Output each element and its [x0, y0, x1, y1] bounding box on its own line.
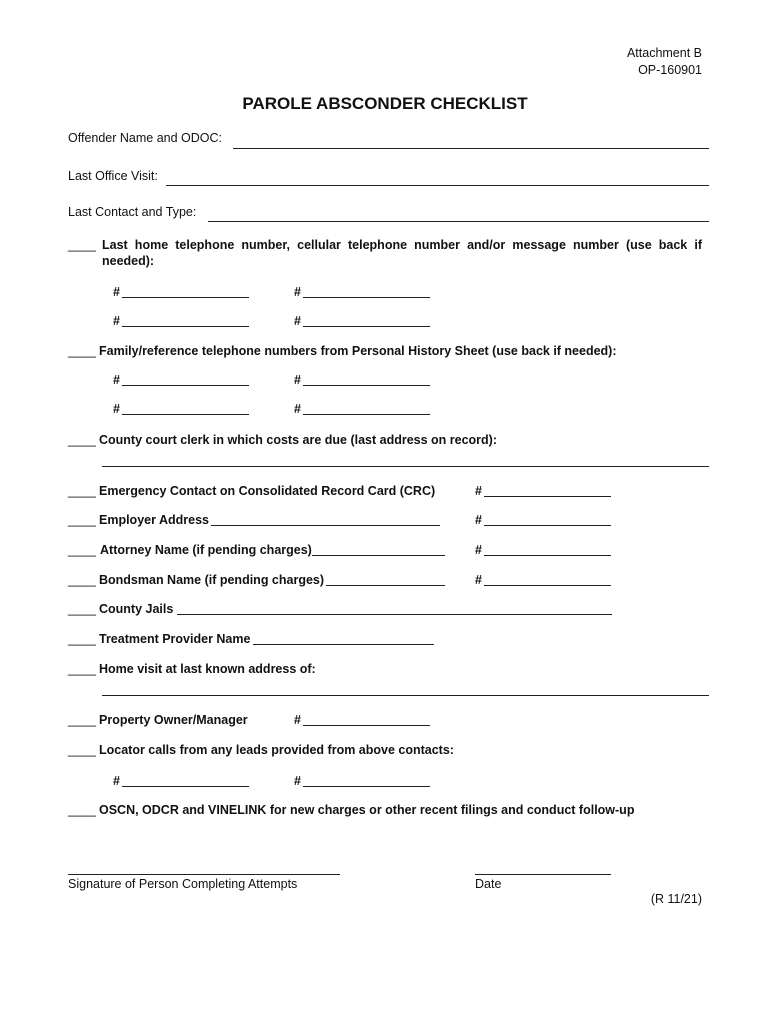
- county-court-check-blank[interactable]: ____: [68, 433, 96, 447]
- locator-number-field-2[interactable]: [303, 786, 430, 787]
- attorney-check-blank[interactable]: ____: [68, 543, 96, 557]
- bondsman-name-label: Bondsman Name (if pending charges): [99, 573, 325, 587]
- locator-check-blank[interactable]: ____: [68, 743, 96, 757]
- phone-number-field-2[interactable]: [303, 297, 430, 298]
- county-jails-label: County Jails: [99, 602, 174, 616]
- treatment-check-blank[interactable]: ____: [68, 632, 96, 646]
- employer-address-label: Employer Address: [99, 513, 209, 527]
- family-number-field-2[interactable]: [303, 385, 430, 386]
- phone-item-line2: needed):: [102, 254, 155, 268]
- bondsman-check-blank[interactable]: ____: [68, 573, 96, 587]
- phone-number-field-1[interactable]: [122, 297, 249, 298]
- last-contact-label: Last Contact and Type:: [68, 205, 197, 219]
- family-hash-4: #: [294, 402, 301, 416]
- form-code: OP-160901: [638, 63, 702, 77]
- family-hash-2: #: [294, 373, 301, 387]
- phone-hash-2: #: [294, 285, 301, 299]
- offender-name-field[interactable]: [233, 148, 709, 149]
- county-court-label: County court clerk in which costs are due (last address on record):: [99, 433, 498, 447]
- phone-hash-4: #: [294, 314, 301, 328]
- attorney-name-label: Attorney Name (if pending charges): [100, 543, 312, 557]
- employer-hash: #: [475, 513, 482, 527]
- date-field[interactable]: [475, 874, 611, 875]
- emergency-number-field[interactable]: [484, 496, 611, 497]
- locator-hash-2: #: [294, 774, 301, 788]
- locator-number-field-1[interactable]: [122, 786, 249, 787]
- family-number-field-3[interactable]: [122, 414, 249, 415]
- home-visit-check-blank[interactable]: ____: [68, 662, 96, 676]
- employer-address-field[interactable]: [211, 525, 440, 526]
- phone-check-blank[interactable]: ____: [68, 238, 96, 252]
- family-number-field-1[interactable]: [122, 385, 249, 386]
- home-visit-label: Home visit at last known address of:: [99, 662, 316, 676]
- employer-number-field[interactable]: [484, 525, 611, 526]
- county-court-field[interactable]: [102, 466, 709, 467]
- oscn-check-blank[interactable]: ____: [68, 803, 96, 817]
- last-contact-field[interactable]: [208, 221, 709, 222]
- attachment-label: Attachment B: [626, 46, 702, 60]
- revision-label: (R 11/21): [650, 892, 702, 906]
- county-jails-field[interactable]: [177, 614, 612, 615]
- offender-name-label: Offender Name and ODOC:: [68, 131, 223, 145]
- county-jails-check-blank[interactable]: ____: [68, 602, 96, 616]
- bondsman-hash: #: [475, 573, 482, 587]
- last-office-visit-label: Last Office Visit:: [68, 169, 158, 183]
- emergency-hash: #: [475, 484, 482, 498]
- page-title: PAROLE ABSCONDER CHECKLIST: [242, 94, 528, 113]
- phone-hash-1: #: [113, 285, 120, 299]
- property-owner-hash: #: [294, 713, 301, 727]
- date-label: Date: [475, 877, 502, 891]
- oscn-item-label: OSCN, ODCR and VINELINK for new charges or other recent filings and conduct follow-up: [99, 803, 635, 817]
- property-owner-label: Property Owner/Manager: [99, 713, 248, 727]
- last-office-visit-field[interactable]: [166, 185, 709, 186]
- signature-field[interactable]: [68, 874, 340, 875]
- property-owner-number-field[interactable]: [303, 725, 430, 726]
- employer-check-blank[interactable]: ____: [68, 513, 96, 527]
- attorney-name-field[interactable]: [312, 555, 445, 556]
- family-number-field-4[interactable]: [303, 414, 430, 415]
- emergency-contact-label: Emergency Contact on Consolidated Record Card (CRC): [99, 484, 436, 498]
- phone-number-field-4[interactable]: [303, 326, 430, 327]
- family-hash-3: #: [113, 402, 120, 416]
- locator-hash-1: #: [113, 774, 120, 788]
- family-check-blank[interactable]: ____: [68, 344, 96, 358]
- phone-number-field-3[interactable]: [122, 326, 249, 327]
- bondsman-name-field[interactable]: [326, 585, 445, 586]
- attorney-number-field[interactable]: [484, 555, 611, 556]
- property-owner-check-blank[interactable]: ____: [68, 713, 96, 727]
- bondsman-number-field[interactable]: [484, 585, 611, 586]
- phone-item-line1: Last home telephone number, cellular telephone number and/or message number (use back if: [102, 238, 702, 252]
- phone-hash-3: #: [113, 314, 120, 328]
- treatment-provider-label: Treatment Provider Name: [99, 632, 251, 646]
- treatment-provider-field[interactable]: [253, 644, 434, 645]
- attorney-hash: #: [475, 543, 482, 557]
- home-visit-address-field[interactable]: [102, 695, 709, 696]
- family-item-label: Family/reference telephone numbers from Personal History Sheet (use back if needed):: [99, 344, 617, 358]
- family-hash-1: #: [113, 373, 120, 387]
- signature-label: Signature of Person Completing Attempts: [68, 877, 298, 891]
- locator-calls-label: Locator calls from any leads provided from above contacts:: [99, 743, 454, 757]
- emergency-check-blank[interactable]: ____: [68, 484, 96, 498]
